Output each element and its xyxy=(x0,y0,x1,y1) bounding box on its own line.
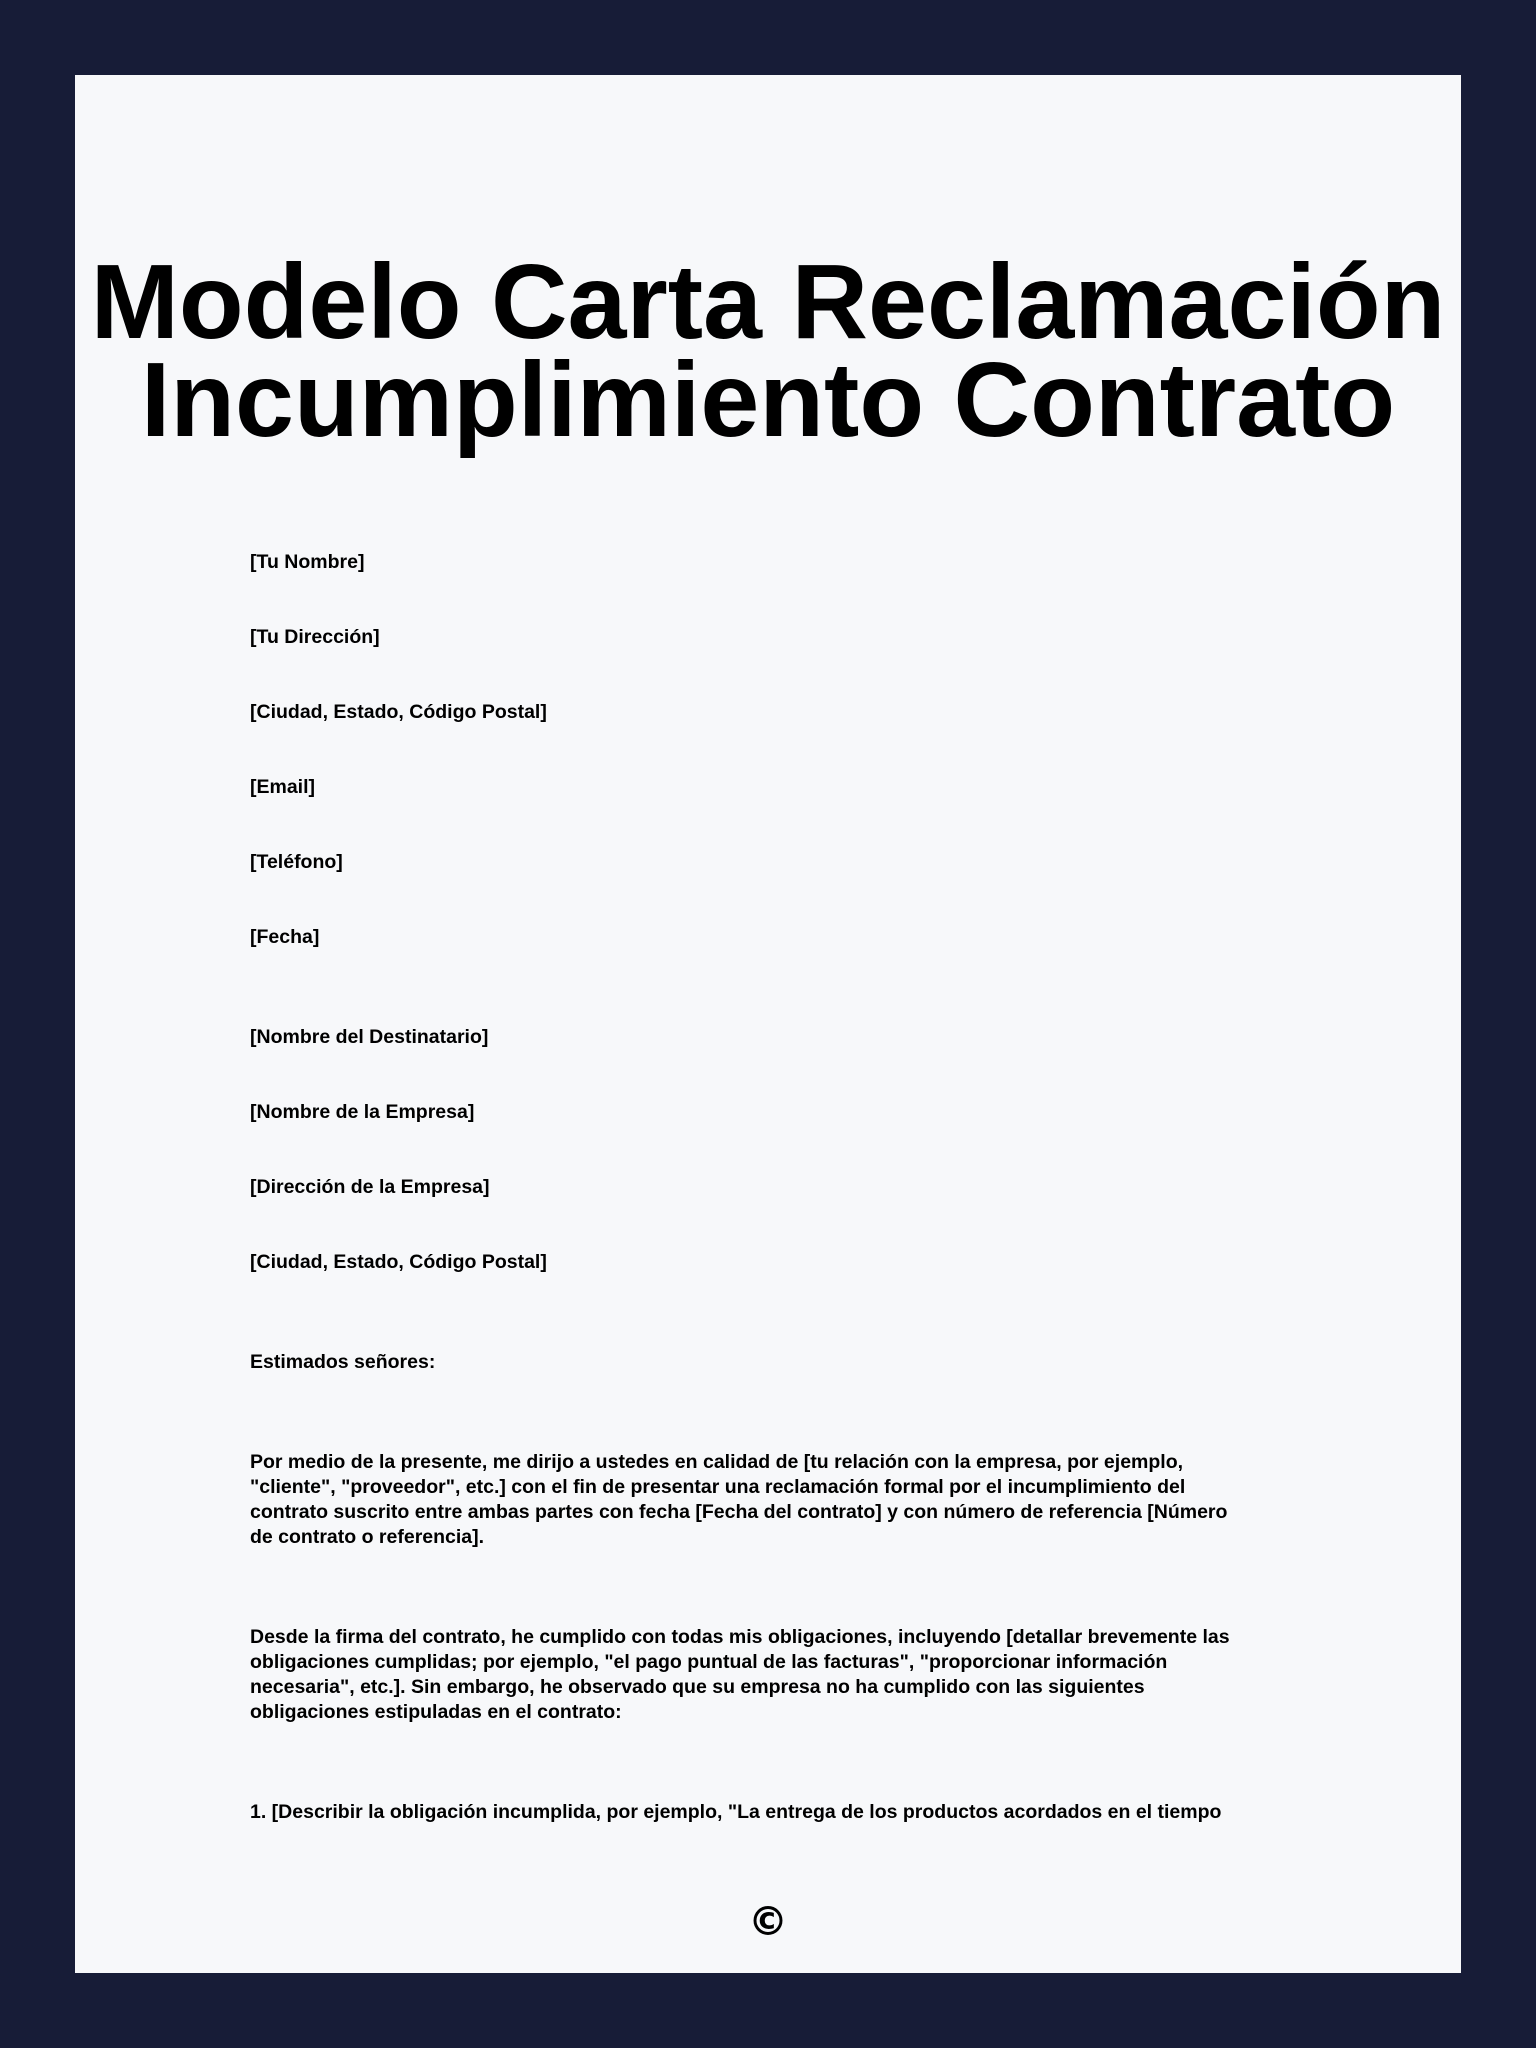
paragraph-obligations-line: obligaciones cumplidas; por ejemplo, "el pago puntual de las facturas", "proporcionar información xyxy=(250,1651,1168,1673)
paragraph-intro-line: Por medio de la presente, me dirijo a ustedes en calidad de [tu relación con la empresa, por ejemplo, xyxy=(250,1451,1184,1473)
sender-address: [Tu Dirección] xyxy=(250,626,380,648)
document-page xyxy=(75,75,1461,1973)
paragraph-intro-line: contrato suscrito entre ambas partes con fecha [Fecha del contrato] y con número de referencia [Número xyxy=(250,1501,1228,1523)
copyright-icon: © xyxy=(748,1899,788,1945)
recipient-city: [Ciudad, Estado, Código Postal] xyxy=(250,1251,547,1273)
document-title-line-1: Modelo Carta Reclamación xyxy=(90,243,1446,361)
sender-email: [Email] xyxy=(250,776,316,798)
paragraph-intro-line: "cliente", "proveedor", etc.] con el fin de presentar una reclamación formal por el incumplimiento del xyxy=(250,1476,1186,1498)
paragraph-obligations-line: Desde la firma del contrato, he cumplido con todas mis obligaciones, incluyendo [detallar brevemente las xyxy=(250,1626,1230,1648)
list-item: 1. [Describir la obligación incumplida, por ejemplo, "La entrega de los productos acordados en el tiempo xyxy=(250,1801,1222,1823)
recipient-name: [Nombre del Destinatario] xyxy=(250,1026,489,1048)
document-title-line-2: Incumplimiento Contrato xyxy=(140,341,1396,459)
paragraph-obligations xyxy=(250,1625,1310,1725)
recipient-address: [Dirección de la Empresa] xyxy=(250,1176,490,1198)
letter-date: [Fecha] xyxy=(250,926,320,948)
paragraph-intro-line: de contrato o referencia]. xyxy=(250,1526,485,1548)
greeting: Estimados señores: xyxy=(250,1351,436,1373)
sender-name: [Tu Nombre] xyxy=(250,551,365,573)
sender-phone: [Teléfono] xyxy=(250,851,343,873)
sender-city: [Ciudad, Estado, Código Postal] xyxy=(250,701,547,723)
recipient-company: [Nombre de la Empresa] xyxy=(250,1101,475,1123)
document-title xyxy=(75,243,1461,459)
paragraph-obligations-line: necesaria", etc.]. Sin embargo, he observado que su empresa no ha cumplido con las siguientes xyxy=(250,1676,1145,1698)
paragraph-intro xyxy=(250,1450,1310,1550)
paragraph-obligations-line: obligaciones estipuladas en el contrato: xyxy=(250,1701,622,1723)
